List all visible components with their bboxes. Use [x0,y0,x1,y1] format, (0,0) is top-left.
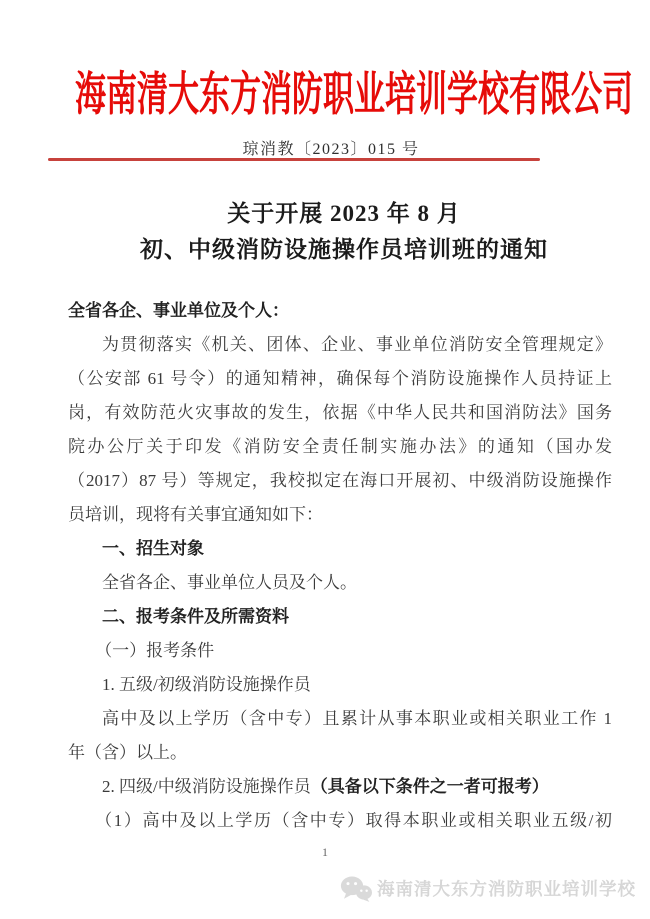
body-line: （公安部 61 号令）的通知精神，确保每个消防设施操作人员持证上 [68,369,612,388]
body-line-bold-part: （具备以下条件之一者可报考） [310,777,549,796]
watermark [340,875,636,902]
red-divider-line [48,158,540,161]
body-line: 院办公厅关于印发《消防安全责任制实施办法》的通知（国办发 [68,437,612,456]
notice-body [68,294,612,838]
body-line: 为贯彻落实《机关、团体、企业、事业单位消防安全管理规定》 [102,335,612,354]
document-number: 琼消教〔2023〕015 号 [242,141,420,158]
body-line: 岗，有效防范火灾事故的发生，依据《中华人民共和国消防法》国务 [68,403,612,422]
body-line: 年（含）以上。 [68,743,187,762]
body-line-salutation: 全省各企、事业单位及个人： [68,301,289,320]
page-number: 1 [322,845,328,859]
body-line: （1）高中及以上学历（含中专）取得本职业或相关职业五级/初 [95,811,612,830]
body-line-normal-part: 2. 四级/中级消防设施操作员 [102,777,311,796]
notice-title-line2: 初、中级消防设施操作员培训班的通知 [140,237,548,262]
section-heading-2: 二、报考条件及所需资料 [102,607,289,626]
notice-title [0,196,650,268]
body-line: 全省各企、事业单位人员及个人。 [102,573,357,592]
subsection-heading: （一）报考条件 [95,641,215,660]
company-title: 海南清大东方消防职业培训学校有限公司 [75,68,633,121]
wechat-icon [340,875,372,902]
body-line: （2017）87 号）等规定，我校拟定在海口开展初、中级消防设施操作 [68,471,612,490]
notice-title-line1: 关于开展 2023 年 8 月 [227,201,461,226]
body-line: 员培训，现将有关事宜通知如下： [68,505,323,524]
body-line: 1. 五级/初级消防设施操作员 [102,675,311,694]
body-line: 高中及以上学历（含中专）且累计从事本职业或相关职业工作 1 [102,709,612,728]
section-heading-1: 一、招生对象 [102,539,204,558]
watermark-text: 海南清大东方消防职业培训学校 [377,879,636,899]
body-line [68,770,612,804]
